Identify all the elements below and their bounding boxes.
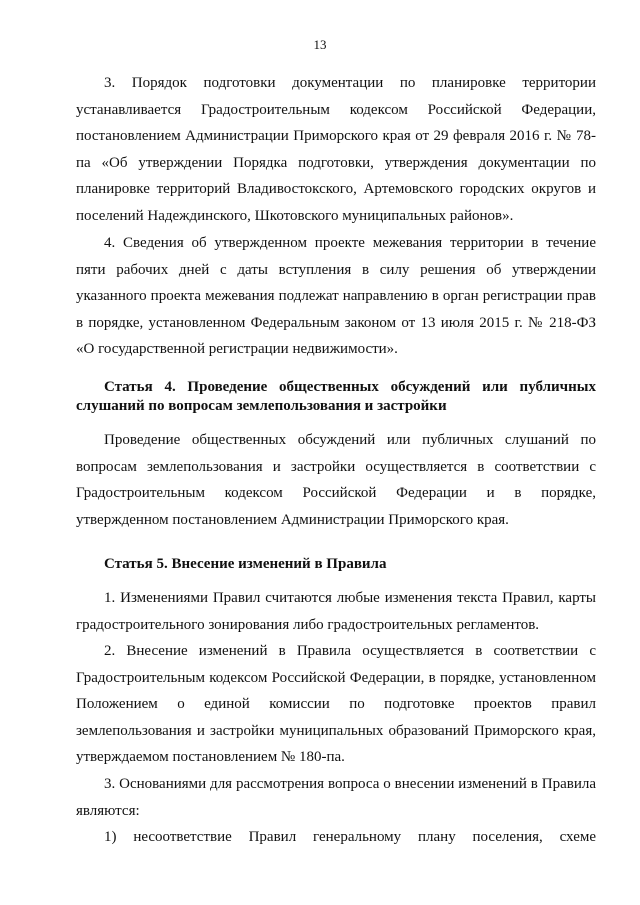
article-5-paragraph-2-block	[76, 638, 596, 771]
article-5-item-1-block	[76, 824, 596, 851]
article-5-paragraph-2: 2. Внесение изменений в Правила осуществляется в соответствии с Градостроительным кодексом Российской Федерации, в порядке, установленном Положением о единой комиссии по подготовке проектов правил землепользования и застройки муниципальных образований Приморского края, утверждаемом постановлением № 180-па.	[76, 643, 596, 766]
article-4-heading-line-1: Статья 4. Проведение общественных обсуждений или публичных	[104, 379, 596, 395]
article-4-paragraph-block	[76, 427, 596, 533]
page-number: 13	[313, 37, 327, 52]
section-prev-paragraph-4-block	[76, 230, 596, 363]
article-4-heading	[76, 378, 596, 416]
article-5-paragraph-1-block	[76, 585, 596, 638]
paragraph-4: 4. Сведения об утвержденном проекте межевания территории в течение пяти рабочих дней с даты вступления в силу решения об утверждении указанного проекта межевания подлежат направлению в орган регистрации прав в порядке, установленном Федеральным законом от 13 июля 2015 г. № 218-ФЗ «О государственной регистрации недвижимости».	[76, 235, 596, 358]
article-5-paragraph-3-block	[76, 771, 596, 824]
article-4-heading-block	[76, 378, 596, 416]
article-5-heading-block	[76, 555, 596, 574]
article-5-heading: Статья 5. Внесение изменений в Правила	[104, 556, 387, 572]
paragraph-3: 3. Порядок подготовки документации по планировке территории устанавливается Градостроительным кодексом Российской Федерации, постановлением Администрации Приморского края от 29 февраля 2016 г. № 78-па «Об утверждении Порядка подготовки, утверждения документации по планировке территорий Владивостокского, Артемовского городских округов и поселений Надеждинского, Шкотовского муниципальных районов».	[76, 75, 596, 224]
section-prev-paragraph-3-block	[76, 70, 596, 230]
article-5-item-1: 1) несоответствие Правил генеральному плану поселения, схеме	[104, 829, 596, 845]
article-5-paragraph-3: 3. Основаниями для рассмотрения вопроса о внесении изменений в Правила являются:	[76, 776, 596, 819]
article-4-paragraph-1: Проведение общественных обсуждений или публичных слушаний по вопросам землепользования и застройки осуществляется в соответствии с Градостроительным кодексом Российской Федерации и в порядке, утвержденном постановлением Администрации Приморского края.	[76, 432, 596, 528]
article-4-heading-line-2: слушаний по вопросам землепользования и застройки	[76, 398, 447, 414]
article-5-paragraph-1: 1. Изменениями Правил считаются любые изменения текста Правил, карты градостроительного зонирования либо градостроительных регламентов.	[76, 590, 596, 633]
